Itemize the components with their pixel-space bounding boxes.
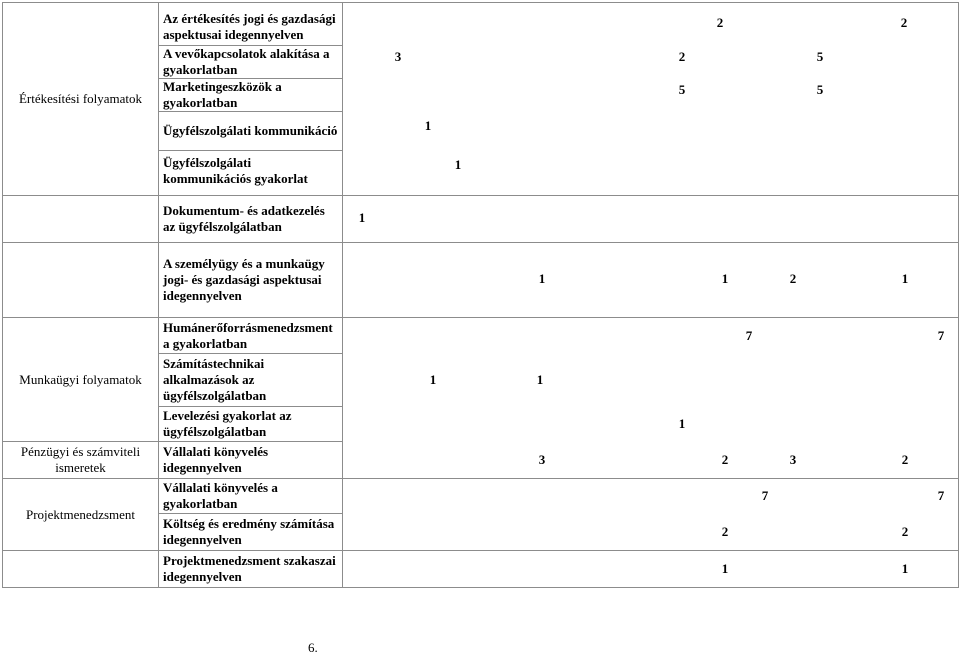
hours-value: 3 bbox=[789, 452, 797, 467]
hours-cell bbox=[343, 196, 959, 243]
subject-title: A vevőkapcsolatok alakítása a gyakorlatban bbox=[163, 46, 330, 77]
hours-cell bbox=[343, 243, 959, 318]
category-cell bbox=[3, 243, 159, 318]
hours-value: 1 bbox=[678, 416, 686, 431]
subject-cell bbox=[159, 551, 343, 588]
subject-projektmenedzsment-szakaszai-idegennyelven bbox=[159, 551, 342, 587]
subject-title: Projektmenedzsment szakaszai idegennyelven bbox=[163, 553, 336, 584]
category-label: Projektmenedzsment bbox=[3, 479, 159, 551]
subject-title: Vállalati könyvelés idegennyelven bbox=[163, 444, 269, 475]
hours-value: 1 bbox=[901, 271, 909, 286]
category-cell bbox=[3, 318, 159, 479]
category-label bbox=[3, 442, 158, 478]
category-label-text: Munkaügyi folyamatok bbox=[19, 371, 142, 387]
hours-value: 7 bbox=[937, 328, 945, 343]
category-label: Értékesítési folyamatok bbox=[3, 3, 159, 196]
subject-vallalati-konyveles-idegennyelven bbox=[159, 442, 342, 478]
page-number: 6. bbox=[308, 640, 318, 655]
subject-cell bbox=[159, 318, 343, 479]
hours-value: 1 bbox=[721, 561, 729, 576]
subject-levelezesi-gyakorlat-az-ugyfelszolgalatban bbox=[159, 407, 342, 442]
hours-value: 2 bbox=[901, 452, 909, 467]
hours-value: 1 bbox=[721, 271, 729, 286]
hours-value: 2 bbox=[900, 15, 908, 30]
subject-humaneroforrasmenedzsment-a-gyakorlatban bbox=[159, 318, 342, 354]
subject-title: Ügyfélszolgálati kommunikációs gyakorlat bbox=[163, 154, 308, 186]
subject-marketingeszkozok-a-gyakorlatban bbox=[159, 79, 342, 112]
table-row bbox=[3, 318, 959, 479]
subject-title: Számítástechnikai alkalmazások az ügyfélszolgálatban bbox=[163, 356, 267, 403]
hours-value: 1 bbox=[536, 372, 544, 387]
subject-cell bbox=[159, 196, 343, 243]
subject-cell bbox=[159, 243, 343, 318]
curriculum-table bbox=[2, 2, 959, 588]
subject-szamitastechnikai-alkalmazasok-az-ugyfelszolgalatban bbox=[159, 354, 342, 407]
subject-title: Dokumentum- és adatkezelés az ügyfélszolgálatban bbox=[163, 203, 325, 234]
hours-cell bbox=[343, 318, 959, 479]
hours-value: 3 bbox=[538, 452, 546, 467]
subject-title: Marketingeszközök a gyakorlatban bbox=[163, 79, 282, 110]
subject-dokumentum-es-adatkezeles-az-ugyfelszolgalatban bbox=[159, 196, 342, 242]
hours-value: 1 bbox=[429, 372, 437, 387]
subject-ugyfelszolgalati-kommunikacios-gyakorlat bbox=[159, 151, 342, 190]
hours-value: 5 bbox=[678, 82, 686, 97]
subject-title: Az értékesítés jogi és gazdasági aspektusai idegennyelven bbox=[163, 10, 336, 42]
table-row bbox=[3, 479, 959, 551]
category-cell bbox=[3, 551, 159, 588]
hours-value: 7 bbox=[761, 488, 769, 503]
category-label-text: Pénzügyi és számviteli ismeretek bbox=[20, 444, 141, 475]
category-label bbox=[3, 196, 159, 243]
subject-title: Költség és eredmény számítása idegennyelven bbox=[163, 516, 335, 547]
hours-value: 2 bbox=[901, 524, 909, 539]
hours-value: 7 bbox=[937, 488, 945, 503]
subject-ugyfelszolgalati-kommunikacio bbox=[159, 112, 342, 151]
hours-value: 2 bbox=[716, 15, 724, 30]
hours-value: 1 bbox=[454, 157, 462, 172]
hours-value: 2 bbox=[789, 271, 797, 286]
subject-title: Levelezési gyakorlat az ügyfélszolgálatban bbox=[163, 408, 292, 439]
subject-cell bbox=[159, 3, 343, 196]
subject-a-vevokapcsolatok-alakitasa-a-gyakorlatban bbox=[159, 46, 342, 79]
subject-a-szemelyugy-es-a-munkaugy-jogi-es-gazdasagi-aspektusai-idegennyelven bbox=[159, 243, 342, 317]
hours-value: 5 bbox=[816, 49, 824, 64]
table-row bbox=[3, 196, 959, 243]
subject-title: Humánerőforrásmenedzsment a gyakorlatban bbox=[163, 319, 333, 351]
subject-cell bbox=[159, 479, 343, 551]
hours-value: 5 bbox=[816, 82, 824, 97]
hours-cell bbox=[343, 551, 959, 588]
subject-az-ertekesites-jogi-es-gazdasagi-aspektusai-idegennyelven bbox=[159, 8, 342, 46]
hours-value: 1 bbox=[538, 271, 546, 286]
hours-value: 1 bbox=[424, 118, 432, 133]
hours-cell bbox=[343, 3, 959, 196]
hours-value: 2 bbox=[721, 524, 729, 539]
curriculum-table-body bbox=[3, 3, 959, 588]
category-label bbox=[3, 318, 158, 442]
subject-koltseg-es-eredmeny-szamitasa-idegennyelven bbox=[159, 514, 342, 550]
hours-value: 1 bbox=[358, 210, 366, 225]
subject-title: Ügyfélszolgálati kommunikáció bbox=[163, 123, 338, 138]
hours-value: 2 bbox=[678, 49, 686, 64]
hours-value: 1 bbox=[901, 561, 909, 576]
hours-value: 2 bbox=[721, 452, 729, 467]
hours-value: 7 bbox=[745, 328, 753, 343]
table-row bbox=[3, 243, 959, 318]
table-row bbox=[3, 3, 959, 196]
hours-value: 3 bbox=[394, 49, 402, 64]
subject-title: A személyügy és a munkaügy jogi- és gazdasági aspektusai idegennyelven bbox=[163, 256, 325, 303]
hours-cell bbox=[343, 479, 959, 551]
table-row bbox=[3, 551, 959, 588]
subject-title: Vállalati könyvelés a gyakorlatban bbox=[163, 480, 278, 511]
subject-vallalati-konyveles-a-gyakorlatban bbox=[159, 479, 342, 514]
